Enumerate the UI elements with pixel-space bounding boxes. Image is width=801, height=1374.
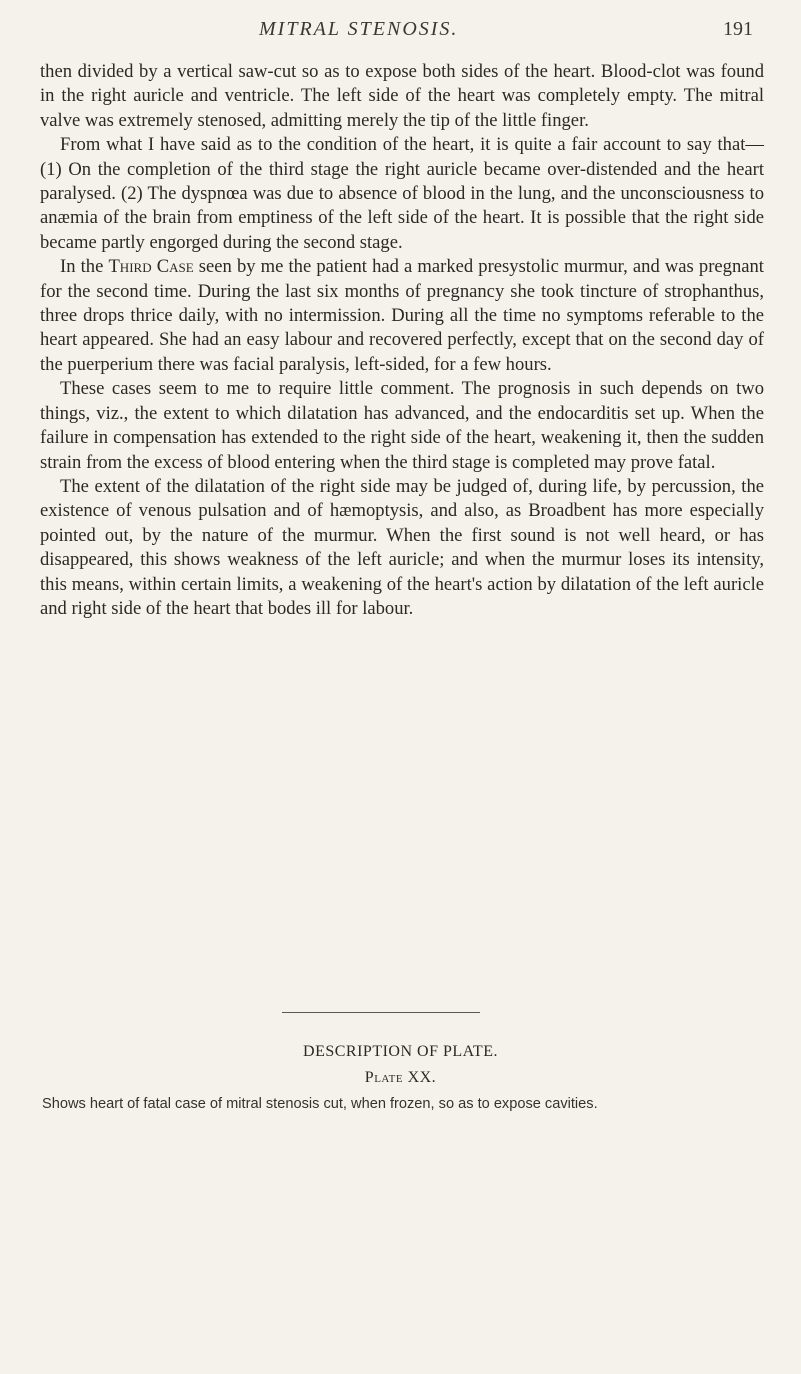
running-head: MITRAL STENOSIS. (259, 18, 459, 40)
page-number: 191 (723, 18, 753, 40)
paragraph-1: then divided by a vertical saw-cut so as to expose both sides of the heart. Blood-clot was found in the right auricle and ventricle. The left side of the heart was completely empty. The mitral valve was extremely stenosed, admitting merely the tip of the little finger. (40, 61, 764, 131)
plate-caption: Shows heart of fatal case of mitral stenosis cut, when frozen, so as to expose cavities. (42, 1096, 598, 1112)
plate-description-heading: DESCRIPTION OF PLATE. (303, 1043, 498, 1060)
paragraph-2: From what I have said as to the condition of the heart, it is quite a fair account to say that— (1) On the completion of the third stage the right auricle became over-distended and the heart paralysed. (2) The dyspnœa was due to absence of blood in the lung, and the unconsciousness to anæmia of the brain from emptiness of the left side of the heart. It is possible that the right side became partly engorged during the second stage. (40, 134, 764, 253)
paragraph-4: These cases seem to me to require little comment. The prognosis in such depends on two things, viz., the extent to which dilatation has advanced, and the endocarditis set up. When the failure in compensation has extended to the right side of the heart, weakening it, then the sudden strain from the excess of blood entering when the third stage is completed may prove fatal. (40, 378, 764, 473)
body-text (40, 60, 764, 621)
paragraph-5: The extent of the dilatation of the right side may be judged of, during life, by percussion, the existence of venous pulsation and of hæmoptysis, and also, as Broadbent has more especially pointed out, by the nature of the murmur. When the first sound is not well heard, or has disappeared, this shows weakness of the left auricle; and when the murmur loses its intensity, this means, within certain limits, a weakening of the heart's action by dilatation of the left auricle and right side of the heart that bodes ill for labour. (40, 475, 764, 619)
paragraph-3 (40, 255, 764, 377)
plate-label: Plate XX. (364, 1069, 437, 1086)
third-case-term: Third Case (108, 256, 194, 278)
section-divider (282, 1012, 480, 1013)
paragraph-3-lead: In the (60, 256, 104, 278)
paragraph-3-rest: seen by me the patient had a marked presystolic murmur, and was pregnant for the second time. During the last six months of pregnancy she took tincture of strophanthus, three drops thrice daily, with no intermission. During all the time no symptoms referable to the heart appeared. She had an easy labour and recovered perfectly, except that on the second day of the puerperium there was facial paralysis, left-sided, for a few hours. (40, 256, 764, 375)
